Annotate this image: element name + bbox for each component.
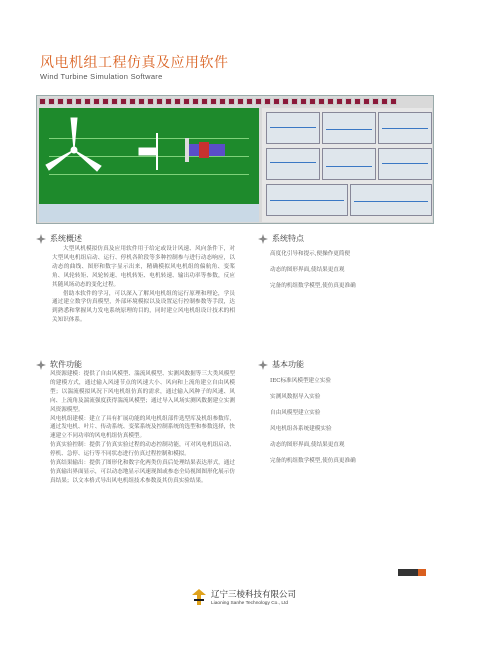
toolbar-button (165, 98, 172, 105)
toolbar-button (390, 98, 397, 105)
functions-heading-label: 基本功能 (272, 360, 304, 369)
toolbar-button (282, 98, 289, 105)
toolbar-button (192, 98, 199, 105)
toolbar-button (102, 98, 109, 105)
features-paragraph: 仿真结果输出：提供了图形化和数字化两类仿真后处理结果表达形式，通过仿真输出界面显示，可以动态地显示风速现图或参态全局视图图形化展示仿真结果；以文本格式导出风电机组技术参数及其仿真实验结果。 (50, 460, 235, 484)
graph-panel (262, 108, 432, 222)
toolbar-button (75, 98, 82, 105)
toolbar-button (48, 98, 55, 105)
list-item: 实测风数据导入实验 (270, 394, 321, 400)
features-heading-label: 软件功能 (50, 360, 82, 369)
page-marker-accent (418, 569, 426, 576)
graph-plot (350, 184, 432, 216)
company-logo (192, 588, 296, 606)
turbine-drawings (39, 108, 259, 204)
overview-paragraph: 大型风机模拟仿真及应用软件用于给定或设计风速、风向条件下，对大型风电机组启动、运行、停机各阶段等多种控制参与进行动态响应，以动态的曲线、图形和数字显示出来，精确模拟风电机组的偏航角、变桨角、风轮转矩、风轮转速、电机转矩、电机转速、输出功率等参数，反应其随风场动态的变化过程。 (52, 246, 235, 288)
toolbar-button (291, 98, 298, 105)
toolbar-button (255, 98, 262, 105)
toolbar-button (201, 98, 208, 105)
toolbar-button (120, 98, 127, 105)
screenshot-toolbar (39, 98, 431, 106)
toolbar-button (183, 98, 190, 105)
graph-plot (266, 148, 320, 180)
star-icon (36, 234, 46, 244)
toolbar-button (228, 98, 235, 105)
toolbar-button (300, 98, 307, 105)
features-paragraph: 仿真实验控制：提供了仿真实验过程的动态控制功能，可对风电机组启动、停机、急停、运行等不同状态进行仿真过程控制和模拟。 (50, 442, 235, 458)
characteristics-list (270, 249, 356, 297)
toolbar-button (327, 98, 334, 105)
toolbar-button (210, 98, 217, 105)
toolbar-button (246, 98, 253, 105)
graph-plot (378, 148, 432, 180)
list-item: 自由风模型建立实验 (270, 410, 321, 416)
toolbar-button (264, 98, 271, 105)
list-item: 动态的图形界面,使结果更直观 (270, 442, 345, 448)
software-screenshot (36, 95, 434, 224)
list-item: 完备的机组数学模型,使仿真更准确 (270, 283, 356, 289)
graph-plot (266, 184, 348, 216)
star-icon (258, 360, 268, 370)
simulation-view (39, 108, 259, 204)
toolbar-button (219, 98, 226, 105)
features-paragraph: 风电机组建模：建立了具有扩展功能的风电机组部件选型库及机组参数库，通过发电机、叶片、传动系统、变桨系统及控制系统的选型和参数选择，快速建立不同功率的风电机组仿真模型。 (50, 415, 235, 440)
toolbar-button (111, 98, 118, 105)
toolbar-button (84, 98, 91, 105)
features-heading (36, 359, 82, 370)
page-subtitle: Wind Turbine Simulation Software (40, 72, 163, 81)
company-name-en: Liaoning Sanhe Technology Co., Ltd (211, 601, 288, 606)
toolbar-button (147, 98, 154, 105)
features-paragraph: 风资源建模：提供了自由风模型、湍流风模型、实测风数据等三大类风模型的建模方式，通过输入风速节点的风速大小、风向和上流角建立自由风模型；以湍流模拟风况下风电机组仿真的需求，通过输入风种子的风速、风向、上流角及湍流强度获得湍流风模型；通过导入风场实测风数据建立实测风资源模型。 (50, 371, 235, 413)
graph-plot (266, 112, 320, 144)
page-title: 风电机组工程仿真及应用软件 (40, 55, 229, 71)
toolbar-button (363, 98, 370, 105)
toolbar-button (138, 98, 145, 105)
toolbar-button (309, 98, 316, 105)
overview-paragraph: 借助本软件的学习，可以深入了解风电机组的运行原理和理论，学员通过建立数学仿真模型，外部环境模拟以及设置运行控制参数等手段，达到熟悉和掌握风力发电系统原理的目的，同时建立风电机组设计技术的相关知识体系。 (52, 290, 235, 324)
status-panel (39, 204, 259, 222)
characteristics-heading (258, 233, 304, 244)
list-item: 风电机组各系统建模实验 (270, 426, 332, 432)
characteristics-heading-label: 系统特点 (272, 234, 304, 243)
graph-plot (322, 148, 376, 180)
company-logo-icon (192, 589, 206, 605)
toolbar-button (354, 98, 361, 105)
toolbar-button (318, 98, 325, 105)
star-icon (36, 360, 46, 370)
toolbar-button (381, 98, 388, 105)
graph-plot (378, 112, 432, 144)
graph-plot (322, 112, 376, 144)
toolbar-button (237, 98, 244, 105)
functions-list (270, 376, 356, 472)
nacelle-top-icon (185, 138, 225, 162)
toolbar-button (156, 98, 163, 105)
list-item: IEC标准风模型建立实验 (270, 378, 331, 384)
functions-heading (258, 359, 304, 370)
features-body (50, 370, 235, 486)
toolbar-button (174, 98, 181, 105)
turbine-side-icon (139, 133, 157, 170)
toolbar-button (93, 98, 100, 105)
toolbar-button (66, 98, 73, 105)
toolbar-button (129, 98, 136, 105)
toolbar-button (39, 98, 46, 105)
list-item: 高度化引导和提示,便操作更简便 (270, 251, 351, 257)
overview-body (52, 245, 235, 325)
overview-heading-label: 系统概述 (50, 234, 82, 243)
overview-heading (36, 233, 82, 244)
list-item: 完备的机组数学模型,使仿真更准确 (270, 458, 356, 464)
toolbar-button (372, 98, 379, 105)
company-name-cn: 辽宁三棱科技有限公司 (211, 590, 297, 600)
page-marker (398, 569, 426, 576)
toolbar-button (57, 98, 64, 105)
star-icon (258, 234, 268, 244)
toolbar-button (345, 98, 352, 105)
rotor-front-icon (46, 118, 101, 171)
list-item: 动态的图形界面,使结果更直观 (270, 267, 345, 273)
toolbar-button (336, 98, 343, 105)
toolbar-button (273, 98, 280, 105)
